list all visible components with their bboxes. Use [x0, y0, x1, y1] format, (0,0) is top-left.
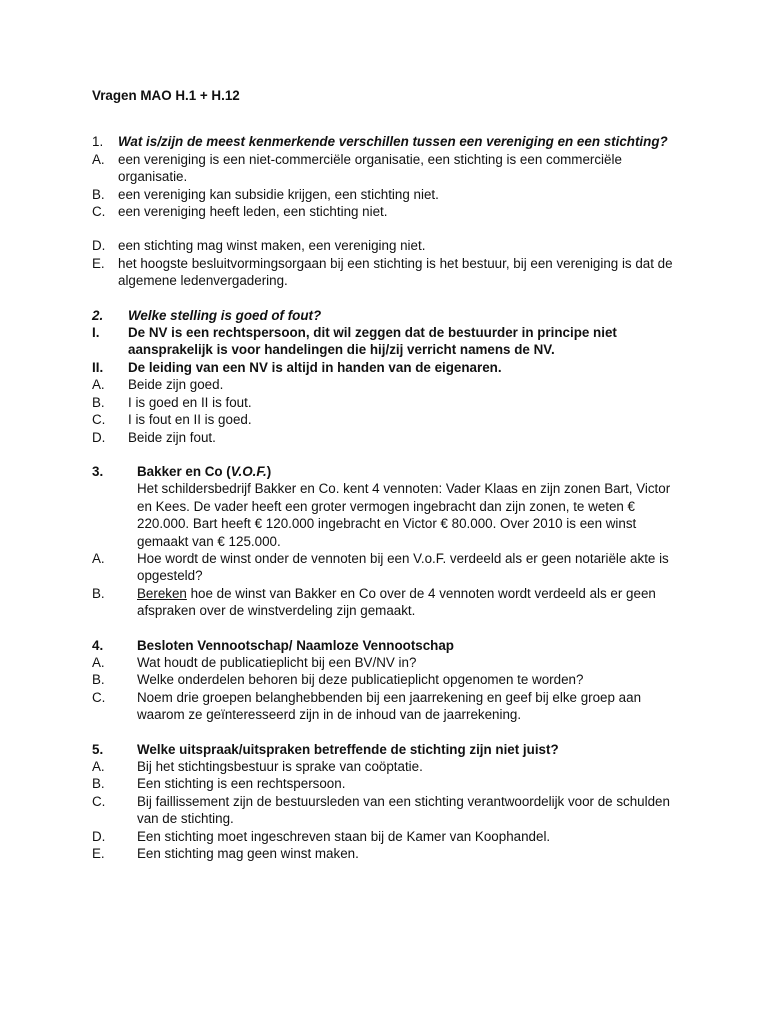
answer-option-b	[92, 394, 678, 411]
option-text-wrapper	[137, 585, 678, 620]
option-label: E.	[92, 255, 105, 271]
question-1-header	[92, 133, 678, 150]
statement-text: De leiding van een NV is altijd in handen van de eigenaren.	[128, 359, 502, 375]
statement-i	[92, 324, 678, 359]
question-4-header	[92, 637, 678, 654]
answer-option-a	[92, 758, 678, 775]
question-2	[92, 307, 678, 446]
heading-text-end: )	[266, 463, 272, 479]
option-text: I is fout en II is goed.	[128, 412, 252, 428]
answer-option-b	[92, 186, 678, 203]
answer-option-a	[92, 151, 678, 186]
question-number: 5.	[92, 741, 104, 757]
option-label: A.	[92, 151, 105, 167]
option-text: Noem drie groepen belanghebbenden bij een jaarrekening en geef bij elke groep aan waarom ze geïnteresseerd zijn in de inhoud van de jaarrekening.	[137, 689, 642, 723]
question-text: Welke stelling is goed of fout?	[128, 307, 322, 323]
answer-option-d	[92, 429, 678, 446]
statement-ii	[92, 359, 678, 376]
question-5-header	[92, 741, 678, 758]
answer-option-b	[92, 585, 678, 620]
document-title: Vragen MAO H.1 + H.12	[92, 88, 240, 103]
answer-option-c	[92, 411, 678, 428]
option-label: D.	[92, 429, 106, 445]
question-number: 3.	[92, 463, 104, 479]
question-heading: Welke uitspraak/uitspraken betreffende de stichting zijn niet juist?	[137, 741, 559, 757]
option-text: een vereniging is een niet-commerciële organisatie, een stichting is een commerciële organisatie.	[118, 151, 622, 185]
question-number: 1.	[92, 134, 104, 150]
option-text: Beide zijn goed.	[128, 377, 224, 393]
option-label: A.	[92, 654, 105, 670]
answer-option-e	[92, 845, 678, 862]
option-label: B.	[92, 394, 105, 410]
question-4	[92, 637, 678, 724]
answer-option-c	[92, 689, 678, 724]
answer-option-c	[92, 203, 678, 220]
option-text: een vereniging kan subsidie krijgen, een stichting niet.	[118, 186, 439, 202]
answer-option-c	[92, 793, 678, 828]
statement-text: De NV is een rechtspersoon, dit wil zeggen dat de bestuurder in principe niet aansprakelijk is voor handelingen die hij/zij verricht namens de NV.	[128, 325, 617, 358]
option-text: Een stichting is een rechtspersoon.	[137, 776, 346, 792]
option-text: een vereniging heeft leden, een stichting niet.	[118, 204, 388, 220]
option-label: D.	[92, 238, 106, 254]
answer-option-a	[92, 654, 678, 671]
question-3-header	[92, 463, 678, 480]
answer-option-e	[92, 255, 678, 290]
question-heading: Besloten Vennootschap/ Naamloze Vennootschap	[137, 637, 454, 653]
option-label: D.	[92, 828, 106, 844]
option-label: B.	[92, 585, 105, 601]
option-text: het hoogste besluitvormingsorgaan bij een stichting is het bestuur, bij een vereniging is dat de algemene ledenvergadering.	[118, 255, 673, 289]
question-1	[92, 133, 678, 289]
option-label: A.	[92, 550, 105, 566]
option-label: C.	[92, 793, 106, 809]
option-label: C.	[92, 412, 106, 428]
spacer	[92, 220, 678, 237]
option-text: Beide zijn fout.	[128, 429, 216, 445]
answer-option-a	[92, 550, 678, 585]
question-2-header	[92, 307, 678, 324]
answer-option-b	[92, 775, 678, 792]
option-label: A.	[92, 759, 105, 774]
option-text: Wat houdt de publicatieplicht bij een BV/NV in?	[137, 654, 417, 670]
question-number: 4.	[92, 637, 104, 653]
option-text: I is goed en II is fout.	[128, 394, 252, 410]
option-text: een stichting mag winst maken, een vereniging niet.	[118, 238, 426, 254]
question-text: Wat is/zijn de meest kenmerkende verschillen tussen een vereniging en een stichting?	[118, 134, 668, 150]
option-label: C.	[92, 204, 106, 220]
option-text: hoe de winst van Bakker en Co over de 4 vennoten wordt verdeeld als er geen afspraken over de winstverdeling zijn gemaakt.	[137, 585, 656, 619]
option-text: Bij faillissement zijn de bestuursleden van een stichting verantwoordelijk voor de schulden van de stichting.	[137, 793, 670, 827]
option-text: Hoe wordt de winst onder de vennoten bij een V.o.F. verdeeld als er geen notariële akte is opgesteld?	[137, 550, 669, 584]
question-3	[92, 463, 678, 620]
heading-emphasis: V.O.F.	[230, 463, 267, 479]
option-label: B.	[92, 672, 105, 688]
statement-label: II.	[92, 359, 104, 375]
option-text: Een stichting mag geen winst maken.	[137, 846, 359, 862]
option-label: B.	[92, 776, 105, 792]
statement-label: I.	[92, 325, 100, 341]
heading-text: Bakker en Co (	[137, 463, 231, 479]
question-5	[92, 741, 678, 863]
question-heading	[137, 463, 678, 480]
answer-option-d	[92, 237, 678, 254]
answer-option-b	[92, 671, 678, 688]
option-keyword: Bereken	[137, 585, 187, 601]
option-text: Bij het stichtingsbestuur is sprake van coöptatie.	[137, 759, 423, 774]
case-description: Het schildersbedrijf Bakker en Co. kent 4 vennoten: Vader Klaas en zijn zonen Bart, Victor en Kees. De vader heeft een groter vermogen ingebracht dan zijn zonen, te weten € 220.000. Bart heeft € 120.000 ingebracht en Victor € 80.000. Over 2010 is een winst gemaakt van € 125.000.	[137, 481, 671, 549]
option-text: Een stichting moet ingeschreven staan bij de Kamer van Koophandel.	[137, 828, 551, 844]
option-label: B.	[92, 186, 105, 202]
option-text: Welke onderdelen behoren bij deze publicatieplicht opgenomen te worden?	[137, 672, 584, 688]
question-number: 2.	[92, 307, 104, 323]
option-label: E.	[92, 846, 105, 862]
answer-option-a	[92, 376, 678, 393]
answer-option-d	[92, 828, 678, 845]
option-label: A.	[92, 377, 105, 393]
option-label: C.	[92, 689, 106, 705]
